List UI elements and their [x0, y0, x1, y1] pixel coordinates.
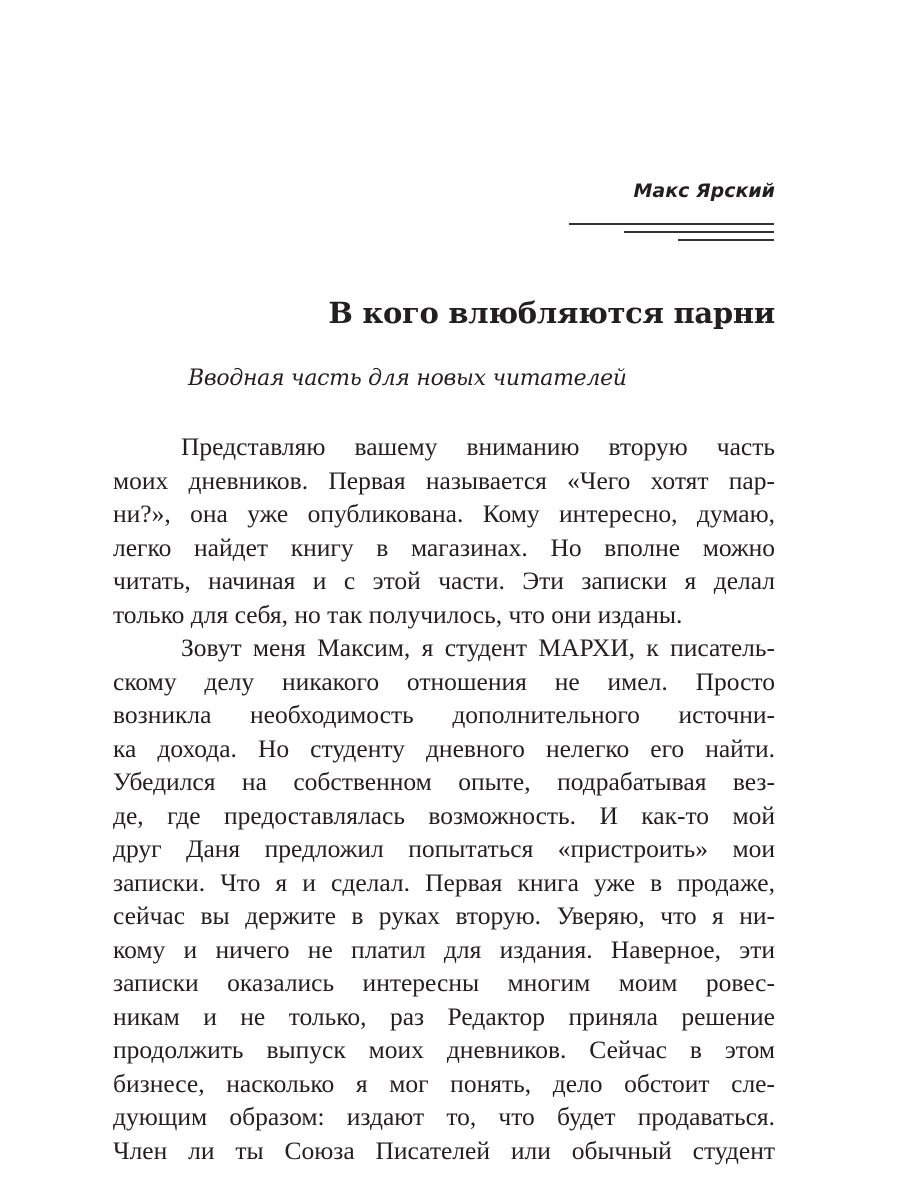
text-line: ка дохода. Но студенту дневного нелегко его найти.: [113, 733, 775, 763]
text-line: моих дневников. Первая называется «Чего хотят пар-: [113, 465, 775, 495]
text-line: бизнесе, насколько я мог понять, дело обстоит сле-: [113, 1068, 775, 1098]
header-rule: [678, 239, 774, 241]
text-line: никам и не только, раз Редактор приняла решение: [113, 1001, 775, 1031]
text-line: ни?», она уже опубликована. Кому интересно, думаю,: [113, 499, 775, 528]
text-line: сейчас вы держите в руках вторую. Уверяю, что я ни-: [113, 901, 775, 930]
text-line: дующим образом: издают то, что будет продаваться.: [113, 1102, 775, 1131]
text-line: легко найдет книгу в магазинах. Но вполне можно: [113, 532, 775, 562]
text-line: друг Даня предложил попытаться «пристроить» мои: [113, 834, 775, 863]
text-line: кому и ничего не платил для издания. Наверное, эти: [113, 934, 775, 964]
text-line: записки. Что я и сделал. Первая книга уже в продаже,: [113, 867, 775, 897]
text-line: Зовут меня Максим, я студент МАРХИ, к писатель-: [181, 633, 775, 662]
text-line: Представляю вашему вниманию вторую часть: [181, 432, 775, 461]
header-rule: [569, 223, 774, 225]
text-line: Убедился на собственном опыте, подрабатывая вез-: [113, 767, 775, 796]
text-line: возникла необходимость дополнительного источни-: [113, 700, 775, 729]
header-rule: [624, 231, 774, 233]
text-line: скому делу никакого отношения не имел. Просто: [113, 666, 775, 696]
body-text: [113, 430, 775, 1167]
text-line: Член ли ты Союза Писателей или обычный студент: [113, 1135, 775, 1165]
text-line: только для себя, но так получилось, что они изданы.: [113, 599, 683, 629]
running-header-author: Макс Ярский: [633, 180, 775, 202]
text-line: продолжить выпуск моих дневников. Сейчас в этом: [113, 1035, 775, 1064]
text-line: записки оказались интересны многим моим ровес-: [113, 968, 775, 997]
chapter-subtitle: Вводная часть для новых читателей: [188, 366, 627, 391]
text-line: читать, начиная и с этой части. Эти записки я делал: [113, 566, 775, 595]
text-line: де, где предоставлялась возможность. И как-то мой: [113, 800, 775, 830]
chapter-title: В кого влюбляются парни: [328, 296, 775, 330]
